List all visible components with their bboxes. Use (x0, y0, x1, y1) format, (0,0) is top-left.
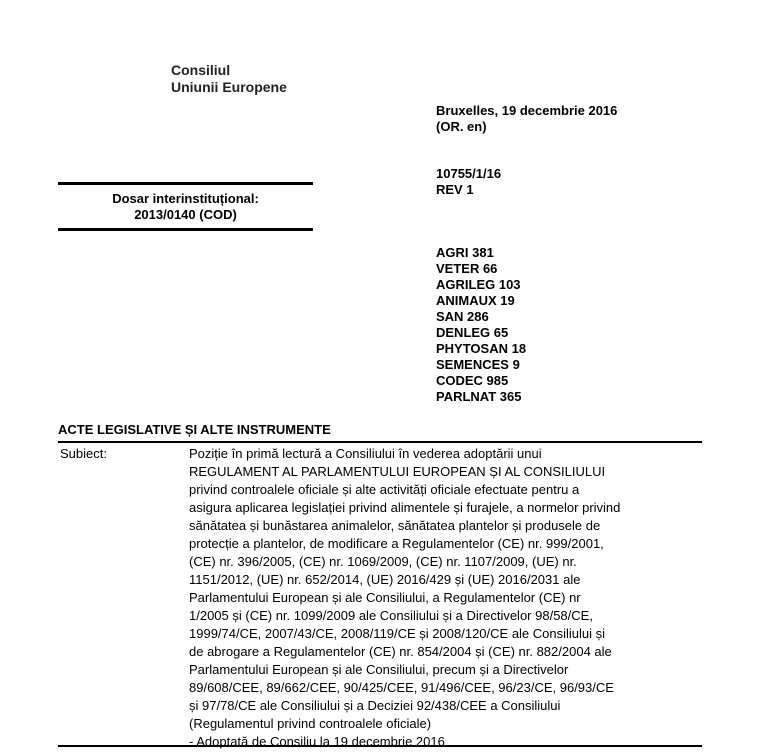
subject-line: (CE) nr. 396/2005, (CE) nr. 1069/2009, (CE) nr. 1107/2009, (UE) nr. (189, 554, 577, 569)
subject-line: 1151/2012, (UE) nr. 652/2014, (UE) 2016/429 și (UE) 2016/2031 ale (189, 572, 581, 587)
interinstitutional-file-label: Dosar interinstituțional: (112, 191, 259, 206)
subject-line: REGULAMENT AL PARLAMENTULUI EUROPEAN ȘI AL CONSILIULUI (189, 464, 606, 479)
institution-name (171, 62, 287, 96)
subject-line: de abrogare a Regulamentelor (CE) nr. 854/2004 și (CE) nr. 882/2004 ale (189, 644, 612, 659)
subject-code: SAN 286 (436, 309, 489, 324)
document-reference (436, 166, 501, 198)
institution-line-2: Uniunii Europene (171, 79, 287, 95)
document-revision: REV 1 (436, 182, 474, 197)
document-number: 10755/1/16 (436, 166, 502, 181)
table-bottom-rule (58, 745, 702, 747)
subject-code: CODEC 985 (436, 373, 509, 388)
subject-line: și 97/78/CE ale Consiliului și a Deciziei 92/438/CEE a Consiliului (189, 698, 561, 713)
subject-code: AGRILEG 103 (436, 277, 521, 292)
subject-line: privind controalele oficiale și alte activități oficiale efectuate pentru a (189, 482, 580, 497)
subject-code: AGRI 381 (436, 245, 494, 260)
subject-line: - Adoptată de Consiliu la 19 decembrie 2016 (189, 734, 445, 749)
interinstitutional-file-number: 2013/0140 (COD) (134, 207, 237, 222)
subject-line: Parlamentului European și ale Consiliului, precum și a Directivelor (189, 662, 569, 677)
subject-line: Parlamentului European și ale Consiliului, a Regulamentelor (CE) nr (189, 590, 581, 605)
subject-line: protecție a plantelor, de modificare a Regulamentelor (CE) nr. 999/2001, (189, 536, 604, 551)
subject-codes-list (436, 245, 526, 405)
interinstitutional-file-box (58, 182, 313, 231)
subject-line: 1999/74/CE, 2007/43/CE, 2008/119/CE și 2008/120/CE ale Consiliului și (189, 626, 606, 641)
institution-line-1: Consiliul (171, 62, 231, 78)
subject-code: PARLNAT 365 (436, 389, 522, 404)
table-top-rule (58, 441, 702, 443)
subject-line: asigura aplicarea legislației privind alimentele și furajele, a normelor privind (189, 500, 621, 515)
subject-text (189, 445, 701, 751)
subject-code: DENLEG 65 (436, 325, 509, 340)
original-language: (OR. en) (436, 119, 487, 134)
subject-code: SEMENCES 9 (436, 357, 520, 372)
subject-line: (Regulamentul privind controalele oficiale) (189, 716, 432, 731)
subject-line: 1/2005 și (CE) nr. 1099/2009 ale Consiliului și a Directivelor 98/58/CE, (189, 608, 593, 623)
subject-line: Poziție în primă lectură a Consiliului în vederea adoptării unui (189, 446, 542, 461)
subject-code: ANIMAUX 19 (436, 293, 515, 308)
subject-code: PHYTOSAN 18 (436, 341, 527, 356)
place-date: Bruxelles, 19 decembrie 2016 (436, 103, 618, 118)
subject-code: VETER 66 (436, 261, 498, 276)
subject-line: sănătatea și bunăstarea animalelor, sănătatea plantelor și produsele de (189, 518, 601, 533)
subject-line: 89/608/CEE, 89/662/CEE, 90/425/CEE, 91/496/CEE, 96/23/CE, 96/93/CE (189, 680, 614, 695)
subject-label: Subiect: (60, 446, 107, 461)
place-date-block (436, 103, 617, 135)
section-heading: ACTE LEGISLATIVE ȘI ALTE INSTRUMENTE (58, 422, 331, 437)
